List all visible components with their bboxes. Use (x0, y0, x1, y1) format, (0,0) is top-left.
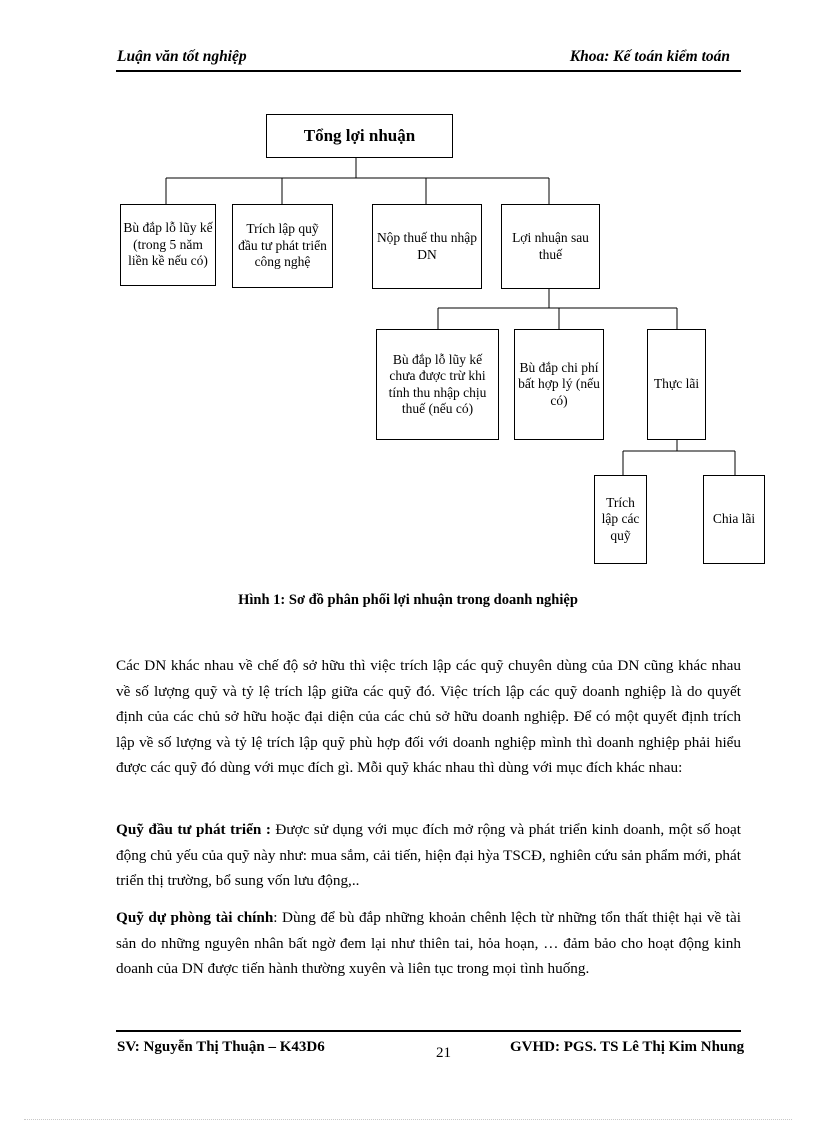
body-paragraph-3 (116, 905, 741, 982)
diagram-node-bu-dap-lo: Bù đắp lỗ lũy kế (trong 5 năm liền kề nếu có) (120, 204, 216, 286)
diagram-node-chia-lai: Chia lãi (703, 475, 765, 564)
diagram-node-bu-dap-lo-chua-tru: Bù đắp lỗ lũy kế chưa được trừ khi tính thu nhập chịu thuế (nếu có) (376, 329, 499, 440)
footer-advisor: GVHD: PGS. TS Lê Thị Kim Nhung (510, 1039, 745, 1055)
term-quy-du-phong: Quỹ dự phòng tài chính (116, 909, 274, 926)
paragraph-3-text: : Dùng để bù đắp những khoản chênh lệch từ những tổn thất thiệt hại về tài sản do những nguyên nhân bất ngờ đem lại như thiên tai, hỏa hoạn, … đảm bảo cho hoạt động kinh doanh của DN được tiến hành thường xuyên và liên tục trong mọi tình huống. (116, 909, 741, 978)
header-title-right: Khoa: Kế toán kiểm toán (569, 48, 730, 65)
footer-student (117, 1037, 387, 1057)
paragraph-2-text: Được sử dụng với mục đích mở rộng và phát triển kinh doanh, một số hoạt động chủ yếu của quỹ này như: mua sắm, cải tiến, hiện đại hỳa TSCĐ, nghiên cứu sản phẩm mới, phát triển thị trường, bổ sung vốn lưu động,.. (116, 821, 741, 890)
diagram-node-thuc-lai: Thực lãi (647, 329, 706, 440)
diagram-node-trich-lap-cac-quy: Trích lập các quỹ (594, 475, 647, 564)
diagram-root-box: Tổng lợi nhuận (266, 114, 453, 158)
footer-student-text: SV: Nguyễn Thị Thuận – K43D6 (117, 1039, 325, 1055)
body-paragraph-2 (116, 817, 741, 894)
figure-caption: Hình 1: Sơ đồ phân phối lợi nhuận trong doanh nghiệp (238, 592, 578, 608)
diagram-node-nop-thue: Nộp thuế thu nhập DN (372, 204, 482, 289)
header-title-left: Luận văn tốt nghiệp (117, 48, 247, 65)
page-number: 21 (436, 1045, 451, 1061)
body-paragraph-1: Các DN khác nhau về chế độ sở hữu thì việc trích lập các quỹ chuyên dùng của DN cũng khác nhau về số lượng quỹ và tỷ lệ trích lập giữa các quỹ đó. Việc trích lập các quỹ doanh nghiệp là do quyết định của các chủ sở hữu hoặc đại diện của các chủ sở hữu doanh nghiệp. Để có một quyết định trích lập về số lượng và tỷ lệ trích lập quỹ phù hợp đối với doanh nghiệp mình thì doanh nghiệp phải hiểu được các quỹ đó dùng với mục đích gì. Mỗi quỹ khác nhau thì dùng với mục đích khác nhau: (116, 657, 741, 777)
diagram-node-bu-dap-chi-phi: Bù đắp chi phí bất hợp lý (nếu có) (514, 329, 604, 440)
term-quy-dau-tu: Quỹ đầu tư phát triển : (116, 821, 271, 838)
diagram-node-trich-lap-quy-dau-tu: Trích lập quỹ đầu tư phát triển công nghệ (232, 204, 333, 288)
page-edge (24, 1119, 792, 1120)
footer-rule (116, 1030, 741, 1032)
diagram-node-loi-nhuan-sau-thue: Lợi nhuận sau thuế (501, 204, 600, 289)
